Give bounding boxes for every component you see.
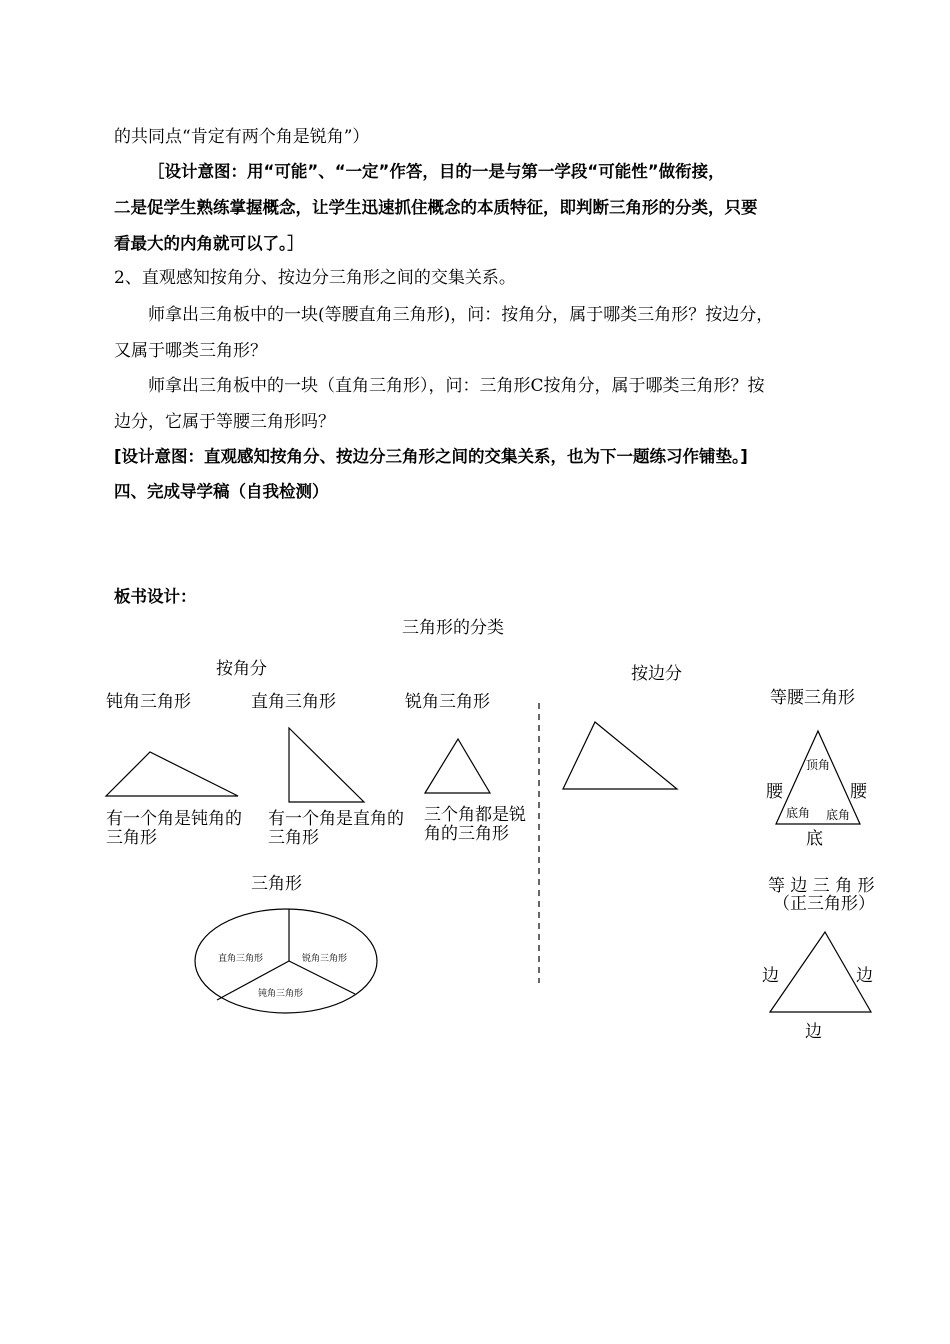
section-heading: 四、完成导学稿（自我检测）: [114, 482, 329, 501]
board-heading: 板书设计：: [114, 587, 197, 606]
obtuse-desc: 有一个角是钝角的三角形: [106, 809, 242, 848]
para-3-line-1: 师拿出三角板中的一块(等腰直角三角形)，问：按角分，属于哪类三角形？按边分，: [148, 305, 774, 325]
by-angle-label: 按角分: [216, 659, 267, 679]
pie-label-acute-triangle: 锐角三角形: [302, 954, 348, 964]
right-label: 直角三角形: [251, 692, 336, 712]
equilateral-triangle: [770, 932, 871, 1012]
para-4-line-2: 边分，它属于等腰三角形吗？: [114, 412, 335, 432]
equilateral-label: 等 边 三 角 形: [768, 876, 875, 896]
acute-label: 锐角三角形: [405, 692, 490, 712]
right-triangle: [289, 728, 364, 802]
design-intent-1-line-2: 二是促学生熟练掌握概念，让学生迅速抓住概念的本质特征，即判断三角形的分类，只要: [114, 198, 758, 217]
para-2: 2、直观感知按角分、按边分三角形之间的交集关系。: [114, 268, 516, 288]
isosceles-triangle: [776, 731, 860, 824]
right-desc: 有一个角是直角的三角形: [268, 809, 404, 848]
leg-right-label: 腰: [850, 782, 867, 802]
equilateral-alt-label: （正三角形）: [773, 894, 875, 914]
para-1: 的共同点“肯定有两个角是锐角”）: [114, 127, 370, 147]
pie-label-obtuse-triangle: 钝角三角形: [258, 989, 304, 999]
apex-angle-label: 顶角: [806, 758, 831, 772]
para-4-line-1: 师拿出三角板中的一块（直角三角形），问：三角形C按角分，属于哪类三角形？按: [148, 376, 765, 396]
triangle-label: 三角形: [251, 874, 302, 894]
board-title: 三角形的分类: [402, 618, 504, 638]
para-3-line-2: 又属于哪类三角形？: [114, 341, 267, 361]
side-left-label: 边: [762, 966, 779, 986]
base-angle-left-label: 底角: [786, 806, 811, 820]
base-angle-right-label: 底角: [826, 808, 851, 822]
base-label: 底: [806, 829, 823, 849]
design-intent-1-line-1: ［设计意图：用“可能”、“一定”作答，目的一是与第一学段“可能性”做衔接，: [148, 162, 725, 181]
acute-desc: 三个角都是锐角的三角形: [424, 805, 526, 844]
isosceles-label: 等腰三角形: [770, 688, 855, 708]
obtuse-label: 钝角三角形: [106, 692, 191, 712]
pie-label-right-triangle: 直角三角形: [218, 954, 264, 964]
side-bottom-label: 边: [805, 1022, 822, 1042]
acute-triangle: [425, 739, 490, 793]
leg-left-label: 腰: [766, 782, 783, 802]
obtuse-triangle: [106, 752, 238, 796]
design-intent-2: [设计意图：直观感知按角分、按边分三角形之间的交集关系，也为下一题练习作铺垫。]: [114, 447, 748, 466]
scalene-triangle: [563, 722, 677, 789]
side-right-label: 边: [856, 966, 873, 986]
by-side-label: 按边分: [631, 664, 682, 684]
design-intent-1-line-3: 看最大的内角就可以了。］: [114, 234, 304, 253]
